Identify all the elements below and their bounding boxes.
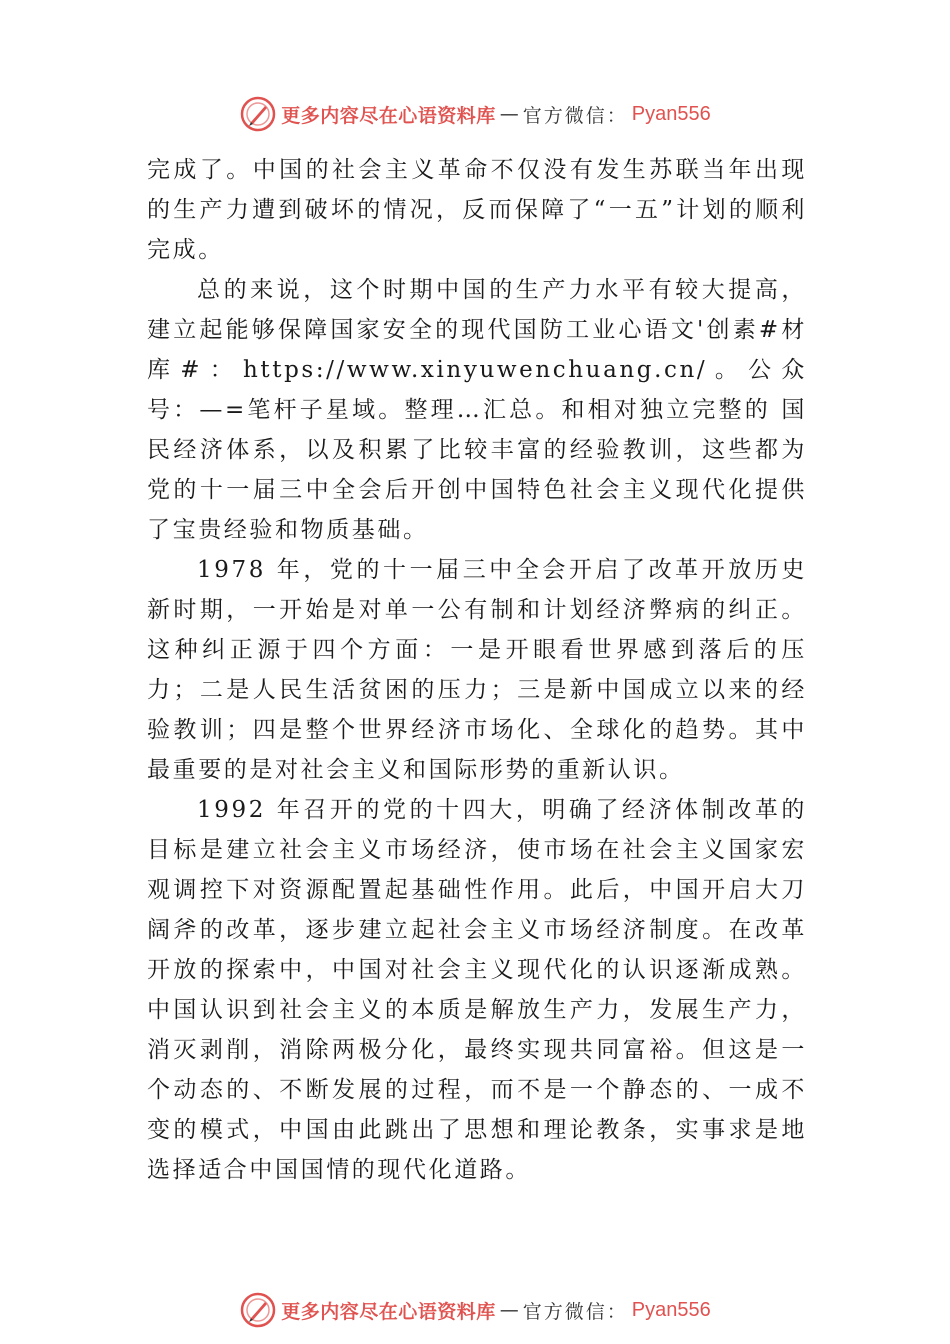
header-wechat-label: 官方微信： — [522, 104, 628, 127]
footer-dash: — — [499, 1299, 519, 1321]
header-wechat-handle: Pyan556 — [631, 102, 711, 125]
paragraph-4: 1992 年召开的党的十四大，明确了经济体制改革的目标是建立社会主义市场经济，使市场在社会主义国家宏观调控下对资源配置起基础性作用。此后，中国开启大刀阔斧的改革，逐步建立起社会主义市场经济制度。在改革开放的探索中，中国对社会主义现代化的认识逐渐成熟。中国认识到社会主义的本质是解放生产力，发展生产力，消灭剥削，消除两极分化，最终实现共同富裕。但这是一个动态的、不断发展的过程，而不是一个静态的、一成不变的模式，中国由此跳出了思想和理论教条，实事求是地选择适合中国国情的现代化道路。 — [147, 797, 807, 1183]
document-body — [147, 150, 807, 1190]
header-brand-text: 更多内容尽在心语资料库 — [281, 104, 496, 127]
brand-logo-icon — [239, 95, 277, 133]
header-banner — [0, 94, 950, 134]
brand-logo-icon — [239, 1291, 277, 1329]
paragraph-3: 1978 年，党的十一届三中全会开启了改革开放历史新时期，一开始是对单一公有制和计划经济弊病的纠正。这种纠正源于四个方面：一是开眼看世界感到落后的压力；二是人民生活贫困的压力；三是新中国成立以来的经验教训；四是整个世界经济市场化、全球化的趋势。其中最重要的是对社会主义和国际形势的重新认识。 — [147, 557, 807, 783]
header-dash: — — [499, 103, 519, 125]
footer-brand-text: 更多内容尽在心语资料库 — [281, 1300, 496, 1323]
footer-wechat-handle: Pyan556 — [631, 1298, 711, 1321]
footer-banner — [0, 1290, 950, 1330]
paragraph-2: 总的来说，这个时期中国的生产力水平有较大提高，建立起能够保障国家安全的现代国防工业心语文'创素#材库#：https://www.xinyuwenchuang.cn/。公众号：—=笔杆子星域。整理…汇总。和相对独立完整的 国民经济体系，以及积累了比较丰富的经验教训，这些都为党的十一届三中全会后开创中国特色社会主义现代化提供 了宝贵经验和物质基础。 — [147, 277, 807, 543]
footer-wechat-label: 官方微信： — [522, 1300, 628, 1323]
paragraph-1: 完成了。中国的社会主义革命不仅没有发生苏联当年出现的生产力遭到破坏的情况，反而保障了“一五”计划的顺利完成。 — [147, 157, 807, 263]
